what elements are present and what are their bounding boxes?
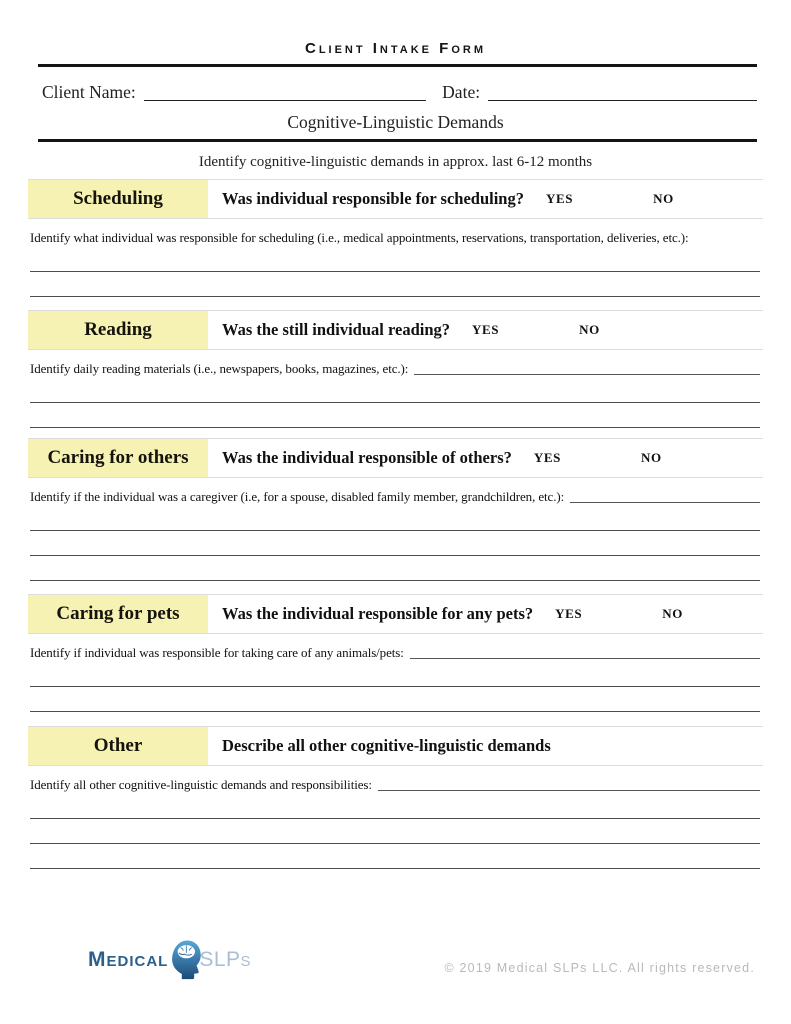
answer-line[interactable] [410,658,760,659]
section-header-row [28,726,763,766]
name-date-row [42,82,757,103]
page-footer [0,939,791,1024]
section-question [212,595,763,633]
answer-line[interactable] [30,662,760,687]
prompt-text: Identify all other cognitive-linguistic demands and responsibilities: [30,777,372,792]
answer-line[interactable] [30,247,760,272]
answer-line[interactable] [30,687,760,712]
question-text: Was individual responsible for scheduling? [222,189,524,208]
section-caring-for-pets [0,594,791,712]
answer-line[interactable] [570,502,760,503]
answer-line[interactable] [378,790,760,791]
section-header-row [28,310,763,350]
section-prompt [30,228,760,247]
date-label: Date: [442,82,481,102]
form-instruction: Identify cognitive-linguistic demands in approx. last 6-12 months [198,154,593,170]
answer-line[interactable] [414,374,760,375]
answer-line[interactable] [30,794,760,819]
header-rule-top [38,64,757,67]
section-header-row [28,179,763,219]
section-label: Caring for others [28,439,208,477]
copyright-text: © 2019 Medical SLPs LLC. All rights reserved. [444,961,755,975]
section-scheduling [0,179,791,297]
answer-line[interactable] [30,272,760,297]
answer-line[interactable] [30,844,760,869]
question-text: Was the individual responsible for any pets? [222,604,534,623]
prompt-text: Identify if individual was responsible for taking care of any animals/pets: [30,645,404,660]
client-name-field[interactable] [144,85,426,101]
section-label: Caring for pets [28,595,208,633]
section-caring-for-others [0,438,791,581]
answer-line[interactable] [30,531,760,556]
section-question [212,180,763,218]
logo-text-slps: SLPs [199,947,252,971]
section-prompt [30,643,760,662]
form-subtitle: Cognitive-Linguistic Demands [287,112,504,132]
section-other [0,726,791,869]
question-text: Was the still individual reading? [222,320,451,339]
logo-text-medical: Medical [88,947,169,971]
section-label: Reading [28,311,208,349]
section-question [212,727,763,765]
yes-option[interactable]: YES [533,450,561,465]
answer-line[interactable] [30,378,760,403]
form-title: Client Intake Form [304,40,486,57]
question-text: Was the individual responsible of others? [222,448,512,467]
medical-slps-logo [88,939,251,980]
section-prompt [30,775,760,794]
answer-line[interactable] [30,506,760,531]
no-option[interactable]: NO [579,322,600,337]
yes-option[interactable]: YES [555,606,583,621]
section-header-row [28,438,763,478]
section-question [212,439,763,477]
section-prompt [30,359,760,378]
section-label: Other [28,727,208,765]
section-header-row [28,594,763,634]
no-option[interactable]: NO [662,606,683,621]
section-question [212,311,763,349]
header-rule-bottom [38,139,757,142]
prompt-text: Identify if the individual was a caregiver (i.e, for a spouse, disabled family member, grandchildren, etc.): [30,489,565,504]
date-field[interactable] [488,85,757,101]
prompt-text: Identify daily reading materials (i.e., newspapers, books, magazines, etc.): [30,361,409,376]
answer-line[interactable] [30,556,760,581]
prompt-text: Identify what individual was responsible for scheduling (i.e., medical appointments, reservations, transportation, deliveries, etc.): [30,230,689,245]
section-label: Scheduling [28,180,208,218]
no-option[interactable]: NO [653,191,674,206]
answer-line[interactable] [30,819,760,844]
section-reading [0,310,791,428]
question-text: Describe all other cognitive-linguistic demands [222,736,551,755]
yes-option[interactable]: YES [472,322,500,337]
client-name-label: Client Name: [42,82,136,102]
no-option[interactable]: NO [640,450,662,465]
head-brain-icon [169,939,202,980]
section-prompt [30,487,760,506]
yes-option[interactable]: YES [545,191,574,206]
answer-line[interactable] [30,403,760,428]
